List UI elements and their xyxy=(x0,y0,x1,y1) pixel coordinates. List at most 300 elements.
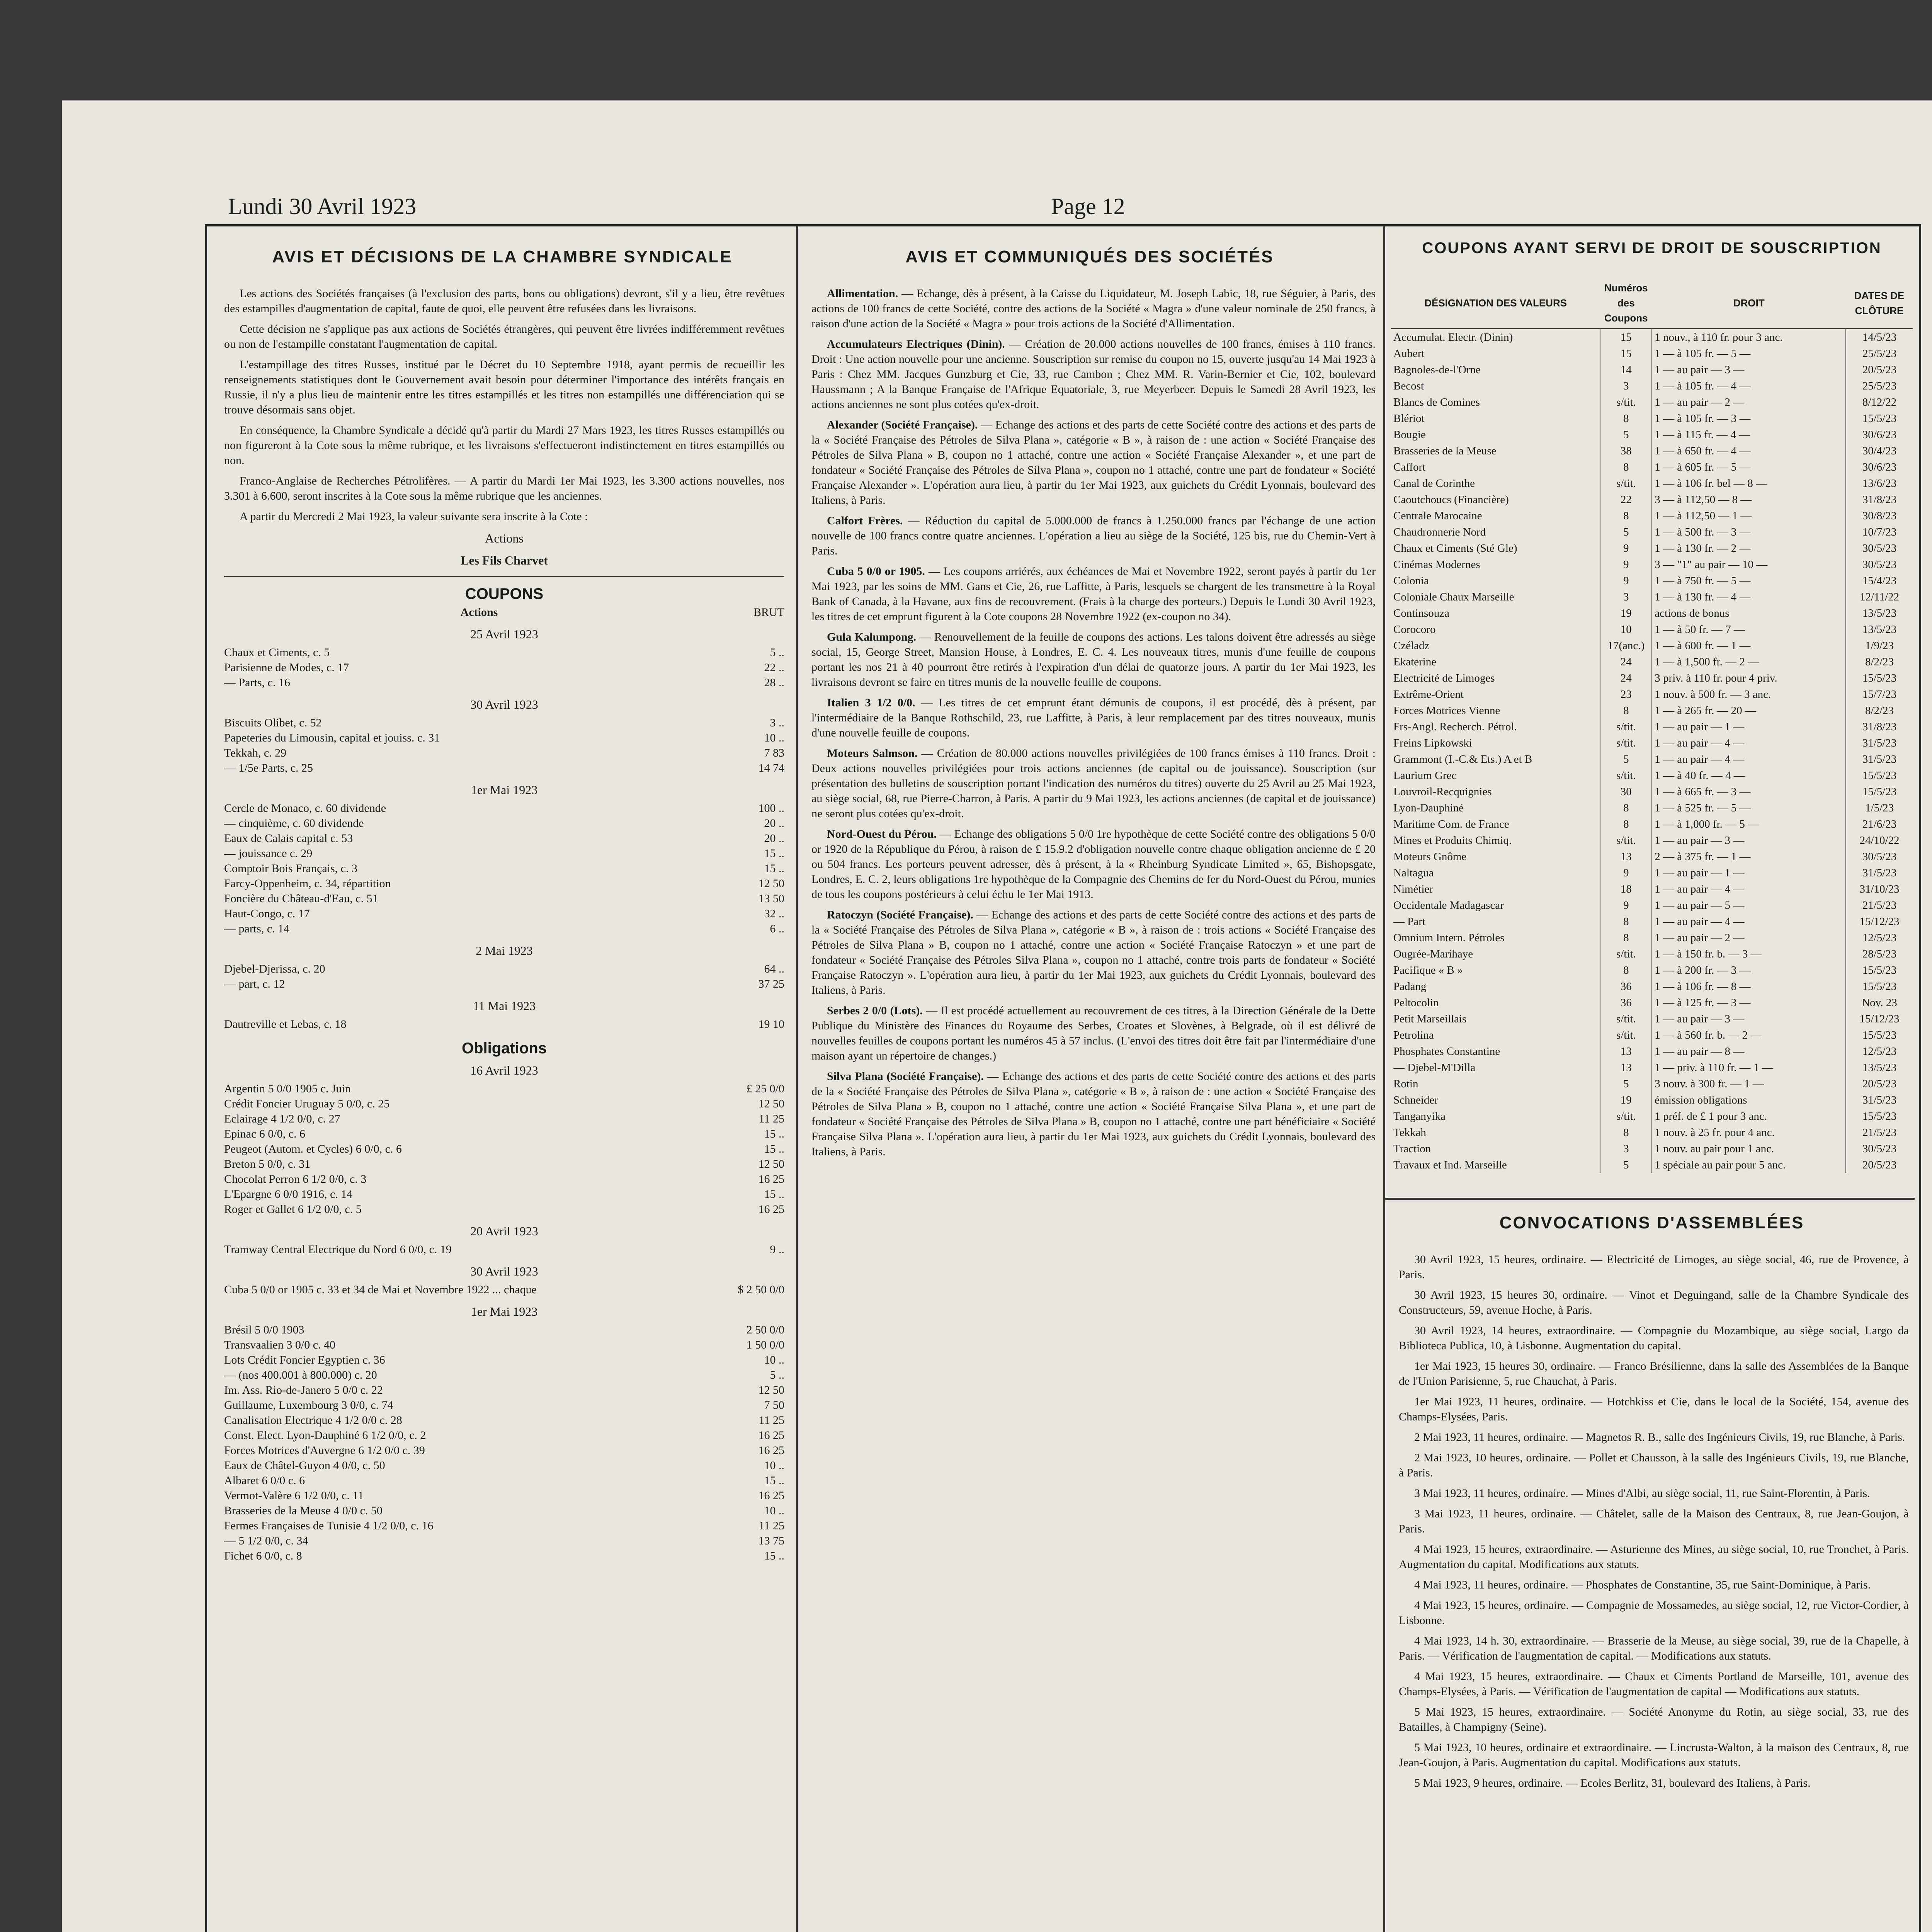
coupon-row xyxy=(224,1156,784,1172)
avis-paragraph: Les actions des Sociétés françaises (à l'exclusion des parts, bons ou obligations) devront, s'il y a lieu, être revêtues des estampilles d'augmentation de capital, faute de quoi, elle peuvent être refusées dans les livraisons. xyxy=(224,287,784,315)
cell: s/tit. xyxy=(1600,1027,1652,1043)
coupon-amount: 7 83 xyxy=(764,747,784,759)
coupon-amount: 15 .. xyxy=(764,862,784,875)
cell: 30 xyxy=(1600,784,1652,800)
divider xyxy=(224,576,784,577)
coupon-souscription-row xyxy=(1391,881,1913,897)
coupon-amount: 37 25 xyxy=(758,978,784,990)
coupon-row xyxy=(224,715,784,730)
cell: 13 xyxy=(1600,1043,1652,1060)
cell: 1 — à 50 fr. — 7 — xyxy=(1655,623,1745,636)
societe-name: Nord-Ouest du Pérou. xyxy=(827,828,937,840)
cell: 10/7/23 xyxy=(1846,524,1913,540)
coupon-amount: 16 25 xyxy=(758,1489,784,1502)
cell: Schneider xyxy=(1393,1094,1438,1106)
coupon-amount: 12 50 xyxy=(758,1158,784,1170)
coupon-amount: 5 .. xyxy=(770,646,784,659)
coupon-souscription-row xyxy=(1391,832,1913,849)
cell: 31/8/23 xyxy=(1846,719,1913,735)
brut-label: BRUT xyxy=(753,606,784,619)
coupon-name: Roger et Gallet 6 1/2 0/0, c. 5 xyxy=(224,1203,362,1216)
societe-notice xyxy=(811,827,1376,902)
cell: 21/5/23 xyxy=(1846,897,1913,913)
societe-name: Italien 3 1/2 0/0. xyxy=(827,696,915,709)
societe-notice xyxy=(811,695,1376,740)
cell: 1 — au pair — 8 — xyxy=(1655,1045,1745,1058)
cell: 8 xyxy=(1600,962,1652,978)
cell: 15/5/23 xyxy=(1846,978,1913,995)
cell: Petrolina xyxy=(1393,1029,1434,1041)
coupons-title: COUPONS xyxy=(465,585,544,602)
coupon-souscription-row xyxy=(1391,897,1913,913)
cell: 1 — à 560 fr. b. — 2 — xyxy=(1655,1029,1762,1041)
coupon-date: 1er Mai 1923 xyxy=(471,1304,538,1318)
cell: 1 — au pair — 1 — xyxy=(1655,721,1745,733)
coupon-date: 30 Avril 1923 xyxy=(470,1264,538,1278)
cell: Peltocolin xyxy=(1393,997,1439,1009)
societe-text: — Echange des actions et des parts de cette Société contre des actions et des parts de la « Société Française des Pétroles de Silva Plana », catégorie « B », à raison de : trois actions « Société Française des Pétroles de Silva Plana » B, coupon no 1 attaché, contre une action « Société Française Ratoczyn » et une part de fondateur « Société Française des Pétroles Silva Plana », coupon no 1 attaché, contre trois parts de fondateur « Société Française Ratoczyn ». L'opération aura lieu, à partir du 1er Mai 1923, aux guichets du Crédit Lyonnais, boulevard des Italiens, à Paris. xyxy=(811,908,1376,997)
convocation-item: 5 Mai 1923, 15 heures, extraordinaire. — Société Anonyme du Rotin, au siège social, 33, rue des Batailles, à Champigny (Seine). xyxy=(1399,1706,1909,1733)
coupon-name: Eaux de Châtel-Guyon 4 0/0, c. 50 xyxy=(224,1459,385,1472)
coupon-date: 2 Mai 1923 xyxy=(476,944,533,957)
cell: Petit Marseillais xyxy=(1393,1013,1467,1025)
coupon-souscription-row xyxy=(1391,345,1913,362)
cell: Blériot xyxy=(1393,412,1425,425)
cell: 8/2/23 xyxy=(1846,702,1913,719)
coupon-name: Im. Ass. Rio-de-Janero 5 0/0 c. 22 xyxy=(224,1384,383,1396)
header-date: Lundi 30 Avril 1923 xyxy=(228,194,417,219)
cell: 23 xyxy=(1600,686,1652,702)
coupon-amount: 16 25 xyxy=(758,1429,784,1442)
coupon-souscription-row xyxy=(1391,410,1913,427)
coupon-row xyxy=(224,1141,784,1156)
coupon-souscription-row xyxy=(1391,1157,1913,1173)
cell: 15/5/23 xyxy=(1846,784,1913,800)
convocation-item: 4 Mai 1923, 11 heures, ordinaire. — Phosphates de Constantine, 35, rue Saint-Dominique, à Paris. xyxy=(1414,1578,1871,1591)
avis-paragraph: En conséquence, la Chambre Syndicale a décidé qu'à partir du Mardi 27 Mars 1923, les titres Russes estampillés ou non figureront à la Cote sous la même rubrique, et les livraisons s'effectueront indistinctement en titres estampillés ou non. xyxy=(224,424,784,467)
cell: Omnium Intern. Pétroles xyxy=(1393,932,1505,944)
coupon-amount: 32 .. xyxy=(764,907,784,920)
coupon-name: Breton 5 0/0, c. 31 xyxy=(224,1158,311,1170)
cell: 1 — au pair — 3 — xyxy=(1655,1013,1745,1025)
cell: 1 — au pair — 4 — xyxy=(1655,915,1745,928)
societe-name: Serbes 2 0/0 (Lots). xyxy=(827,1004,923,1017)
coupon-row xyxy=(224,1242,784,1257)
coupon-souscription-row xyxy=(1391,767,1913,784)
coupon-row xyxy=(224,1337,784,1352)
coupons-actions-label: Actions xyxy=(460,606,498,619)
fils-charvet: Les Fils Charvet xyxy=(461,553,548,567)
cell: Caffort xyxy=(1393,461,1426,473)
coupon-row xyxy=(224,921,784,936)
cell: 1 — à 112,50 — 1 — xyxy=(1655,510,1752,522)
avis-societes-body xyxy=(811,286,1376,1932)
cell: 3 — "1" au pair — 10 — xyxy=(1655,558,1768,571)
coupon-row xyxy=(224,1383,784,1398)
cell: 13/5/23 xyxy=(1846,605,1913,621)
coupon-amount: 16 25 xyxy=(758,1173,784,1185)
cell: 1 — à 1,000 fr. — 5 — xyxy=(1655,818,1759,830)
convocation-item: 5 Mai 1923, 9 heures, ordinaire. — Ecoles Berlitz, 31, boulevard des Italiens, à Paris. xyxy=(1414,1777,1811,1789)
cell: 15/5/23 xyxy=(1846,670,1913,686)
convocation-item: 3 Mai 1923, 11 heures, ordinaire. — Mines d'Albi, au siège social, 11, rue Saint-Florentin, à Paris. xyxy=(1414,1487,1870,1500)
cell: 15/12/23 xyxy=(1846,1011,1913,1027)
coupon-row xyxy=(224,1202,784,1217)
cell: 8/12/22 xyxy=(1846,394,1913,410)
coupon-souscription-row xyxy=(1391,378,1913,394)
cell: 1 — à 600 fr. — 1 — xyxy=(1655,639,1751,652)
cell: Phosphates Constantine xyxy=(1393,1045,1500,1058)
cell: 3 xyxy=(1600,1141,1652,1157)
cell: 1 — à 150 fr. b. — 3 — xyxy=(1655,948,1762,960)
coupon-souscription-row xyxy=(1391,1141,1913,1157)
coupon-row xyxy=(224,1443,784,1458)
societe-text: — Echange, dès à présent, à la Caisse du Liquidateur, M. Joseph Labic, 18, rue Séguier, à Paris, des actions de 100 francs de cette Société, contre des actions de la Société « Magra » d'une valeur nominale de 250 francs, à raison d'une action de la Société « Magra » pour trois actions de la Société d'Allimentation. xyxy=(811,287,1376,330)
coupon-amount: 9 .. xyxy=(770,1243,784,1256)
col-header: Numéros des Coupons xyxy=(1600,278,1652,329)
convocation-item: 30 Avril 1923, 14 heures, extraordinaire. — Compagnie du Mozambique, au siège social, Largo da Biblioteca Publica, 10, à Lisbonne. Augmentation du capital. xyxy=(1399,1324,1909,1352)
coupon-souscription-row xyxy=(1391,978,1913,995)
coupon-name: Tramway Central Electrique du Nord 6 0/0, c. 19 xyxy=(224,1243,452,1256)
cell: 1/5/23 xyxy=(1846,800,1913,816)
coupon-date: 16 Avril 1923 xyxy=(470,1063,538,1077)
coupon-row xyxy=(224,831,784,846)
coupon-souscription-row xyxy=(1391,394,1913,410)
cell: 20/5/23 xyxy=(1846,1157,1913,1173)
cell: 15/7/23 xyxy=(1846,686,1913,702)
coupon-souscription-row xyxy=(1391,784,1913,800)
coupon-row xyxy=(224,1017,784,1032)
societe-name: Alexander (Société Française). xyxy=(827,418,978,431)
actions-label: Actions xyxy=(485,531,524,545)
convocations-body xyxy=(1399,1252,1909,1932)
coupon-souscription-row xyxy=(1391,719,1913,735)
coupon-name: — Parts, c. 16 xyxy=(224,676,290,689)
coupon-name: Biscuits Olibet, c. 52 xyxy=(224,716,322,729)
coupon-name: Parisienne de Modes, c. 17 xyxy=(224,661,349,674)
coupons-actions-list xyxy=(224,627,784,1032)
coupon-souscription-row xyxy=(1391,443,1913,459)
coupon-souscription-row xyxy=(1391,329,1913,346)
coupon-name: — part, c. 12 xyxy=(224,978,285,990)
coupon-souscription-row xyxy=(1391,1124,1913,1141)
cell: 12/5/23 xyxy=(1846,930,1913,946)
header-page-number: Page 12 xyxy=(1051,194,1125,219)
coupon-souscription-row xyxy=(1391,654,1913,670)
cell: 31/5/23 xyxy=(1846,865,1913,881)
coupon-name: Chaux et Ciments, c. 5 xyxy=(224,646,330,659)
coupon-souscription-row xyxy=(1391,849,1913,865)
coupon-souscription-row xyxy=(1391,573,1913,589)
cell: 1 — au pair — 3 — xyxy=(1655,364,1745,376)
coupon-amount: 7 50 xyxy=(764,1399,784,1412)
societe-notice xyxy=(811,907,1376,998)
coupon-amount: 28 .. xyxy=(764,676,784,689)
coupon-amount: 22 .. xyxy=(764,661,784,674)
cell: 30/8/23 xyxy=(1846,508,1913,524)
cell: Occidentale Madagascar xyxy=(1393,899,1504,912)
cell: 1 — à 106 fr. bel — 8 — xyxy=(1655,477,1767,490)
cell: s/tit. xyxy=(1600,719,1652,735)
societe-text: — Création de 80.000 actions nouvelles privilégiées de 100 francs émises à 110 francs. Droit : Deux actions nouvelles privilégiées pour trois actions anciennes (de capital ou de jouissance). Souscription (sur présentation des bulletins de souscription portant l'indication des numéros du titres) ouverte du 25 Avril au 25 Mai 1923, au siège social, 68, rue Pierre-Charron, à Paris. A partir du 9 Mai 1923, les actions anciennes (de capital et de jouissance) ne seront plus cotées qu'ex-droit. xyxy=(811,747,1376,820)
avis-paragraph: Franco-Anglaise de Recherches Pétrolifères. — A partir du Mardi 1er Mai 1923, les 3.300 actions nouvelles, nos 3.301 à 6.600, seront inscrites à la Cote sous la même rubrique que les anciennes. xyxy=(224,474,784,502)
cell: — Djebel-M'Dilla xyxy=(1393,1061,1476,1074)
cell: 1 — priv. à 110 fr. — 1 — xyxy=(1655,1061,1773,1074)
cell: Padang xyxy=(1393,980,1427,993)
cell: 30/6/23 xyxy=(1846,427,1913,443)
obligations-label: Obligations xyxy=(462,1040,547,1057)
col-header: DATES DE CLÔTURE xyxy=(1846,278,1913,329)
coupon-date: 11 Mai 1923 xyxy=(473,999,536,1013)
coupon-name: Cercle de Monaco, c. 60 dividende xyxy=(224,802,386,815)
coupon-row xyxy=(224,1096,784,1111)
societe-name: Accumulateurs Electriques (Dinin). xyxy=(827,338,1005,350)
avis-paragraph: Cette décision ne s'applique pas aux actions de Sociétés étrangères, qui peuvent être livrées indifféremment revêtues ou non de l'estampille constatant l'augmentation de capital. xyxy=(224,323,784,350)
coupon-name: L'Epargne 6 0/0 1916, c. 14 xyxy=(224,1188,353,1201)
cell: 38 xyxy=(1600,443,1652,459)
cell: 3 priv. à 110 fr. pour 4 priv. xyxy=(1655,672,1777,684)
coupon-amount: 6 .. xyxy=(770,922,784,935)
societe-notice xyxy=(811,564,1376,624)
avis-chambre-body xyxy=(224,286,784,1932)
coupon-name: Epinac 6 0/0, c. 6 xyxy=(224,1128,305,1140)
societe-name: Cuba 5 0/0 or 1905. xyxy=(827,565,925,578)
societe-text: — Réduction du capital de 5.000.000 de francs à 1.250.000 francs par l'échange de une action nouvelle de 100 francs contre quatre anciennes. L'opération a lieu au siège de la Société, 125 bis, rue du Chemin-Vert à Paris. xyxy=(811,514,1376,557)
cell: 1 — à 105 fr. — 3 — xyxy=(1655,412,1751,425)
cell: Colonia xyxy=(1393,575,1429,587)
coupon-row xyxy=(224,1111,784,1126)
cell: 19 xyxy=(1600,1092,1652,1108)
cell: 13/5/23 xyxy=(1846,1060,1913,1076)
cell: Grammont (I.-C.& Ets.) A et B xyxy=(1393,753,1532,765)
cell: 9 xyxy=(1600,540,1652,556)
cell: 9 xyxy=(1600,573,1652,589)
coupon-row xyxy=(224,675,784,690)
coupon-row xyxy=(224,846,784,861)
cell: 1 — au pair — 2 — xyxy=(1655,932,1745,944)
cell: 36 xyxy=(1600,978,1652,995)
coupons-souscription-table-wrap xyxy=(1391,278,1913,1198)
cell: 10 xyxy=(1600,621,1652,638)
cell: Frs-Angl. Recherch. Pétrol. xyxy=(1393,721,1517,733)
cell: 1 — à 40 fr. — 4 — xyxy=(1655,769,1745,782)
coupon-row xyxy=(224,1428,784,1443)
cell: 1 nouv. à 500 fr. — 3 anc. xyxy=(1655,688,1771,701)
coupon-row xyxy=(224,1126,784,1141)
cell: 21/6/23 xyxy=(1846,816,1913,832)
cell: Accumulat. Electr. (Dinin) xyxy=(1393,331,1513,344)
cell: 8 xyxy=(1600,459,1652,475)
coupon-amount: 10 .. xyxy=(764,1459,784,1472)
cell: 1 — au pair — 4 — xyxy=(1655,753,1745,765)
coupon-souscription-row xyxy=(1391,1076,1913,1092)
coupon-amount: 11 25 xyxy=(759,1112,784,1125)
coupon-amount: 20 .. xyxy=(764,832,784,845)
cell: 12/5/23 xyxy=(1846,1043,1913,1060)
cell: 1 — à 665 fr. — 3 — xyxy=(1655,786,1751,798)
cell: 17(anc.) xyxy=(1600,638,1652,654)
coupon-name: Tekkah, c. 29 xyxy=(224,747,287,759)
coupon-row xyxy=(224,1548,784,1563)
coupon-souscription-row xyxy=(1391,427,1913,443)
cell: Coloniale Chaux Marseille xyxy=(1393,591,1514,603)
cell: 1 — à 500 fr. — 3 — xyxy=(1655,526,1751,538)
cell: Lyon-Dauphiné xyxy=(1393,802,1464,814)
cell: Laurium Grec xyxy=(1393,769,1457,782)
coupon-souscription-row xyxy=(1391,995,1913,1011)
coupon-name: Vermot-Valère 6 1/2 0/0, c. 11 xyxy=(224,1489,364,1502)
societe-text: — Echange des obligations 5 0/0 1re hypothèque de cette Société contre des obligations 5 0/0 or 1920 de la République du Pérou, à raison de £ 15.9.2 d'obligation nouvelle contre chaque obligation ancienne de £ 20 ou 504 francs. Les porteurs peuvent adresser, dès à présent, à la « Rheinburg Syndicate Limited », 65, Bishopsgate, Londres, E. C. 2, leurs obligations 1re hypothèque de la Compagnie des Chemins de fer du Nord-Ouest du Pérou, munies de tous les coupons postérieurs à celui échu le 1er Mai 1913. xyxy=(811,828,1376,901)
cell: 1 — au pair — 4 — xyxy=(1655,883,1745,895)
cell: 5 xyxy=(1600,524,1652,540)
coupon-row xyxy=(224,801,784,816)
cell: 13 xyxy=(1600,1060,1652,1076)
cell: 30/4/23 xyxy=(1846,443,1913,459)
cell: 1 — à 106 fr. — 8 — xyxy=(1655,980,1751,993)
coupon-name: — 5 1/2 0/0, c. 34 xyxy=(224,1534,308,1547)
coupon-row xyxy=(224,906,784,921)
coupon-souscription-row xyxy=(1391,865,1913,881)
coupon-row xyxy=(224,861,784,876)
coupon-amount: 12 50 xyxy=(758,877,784,890)
coupon-souscription-row xyxy=(1391,1043,1913,1060)
coupon-date: 25 Avril 1923 xyxy=(470,627,538,641)
coupon-name: — cinquième, c. 60 dividende xyxy=(224,817,364,830)
coupon-name: Dautreville et Lebas, c. 18 xyxy=(224,1018,347,1031)
cell: Becost xyxy=(1393,380,1424,392)
cell: 15/5/23 xyxy=(1846,767,1913,784)
cell: 20/5/23 xyxy=(1846,362,1913,378)
coupon-name: — (nos 400.001 à 800.000) c. 20 xyxy=(224,1369,377,1381)
coupon-amount: 13 50 xyxy=(758,892,784,905)
coupon-row xyxy=(224,961,784,976)
cell: 14 xyxy=(1600,362,1652,378)
cell: Moteurs Gnôme xyxy=(1393,850,1467,863)
coupon-amount: 64 .. xyxy=(764,963,784,975)
cell: 24 xyxy=(1600,670,1652,686)
coupon-souscription-row xyxy=(1391,962,1913,978)
coupon-souscription-row xyxy=(1391,556,1913,573)
coupon-row xyxy=(224,760,784,776)
coupon-name: — 1/5e Parts, c. 25 xyxy=(224,762,313,774)
coupon-row xyxy=(224,730,784,745)
cell: 15 xyxy=(1600,345,1652,362)
societe-notice xyxy=(811,629,1376,690)
coupon-amount: $ 2 50 0/0 xyxy=(738,1283,784,1296)
societe-name: Calfort Frères. xyxy=(827,514,903,527)
cell: 1 — au pair — 2 — xyxy=(1655,396,1745,408)
societe-notice xyxy=(811,513,1376,558)
coupon-row xyxy=(224,1352,784,1367)
coupon-name: Canalisation Electrique 4 1/2 0/0 c. 28 xyxy=(224,1414,402,1427)
cell: 9 xyxy=(1600,897,1652,913)
coupon-amount: 10 .. xyxy=(764,1354,784,1366)
cell: 3 xyxy=(1600,378,1652,394)
cell: émission obligations xyxy=(1655,1094,1747,1106)
coupon-name: Eaux de Calais capital c. 53 xyxy=(224,832,353,845)
coupons-souscription-title: COUPONS AYANT SERVI DE DROIT DE SOUSCRIPTION xyxy=(1422,240,1882,257)
cell: 1 — au pair — 5 — xyxy=(1655,899,1745,912)
coupon-souscription-row xyxy=(1391,913,1913,930)
cell: 1 — à 1,500 fr. — 2 — xyxy=(1655,656,1759,668)
coupon-row xyxy=(224,1518,784,1533)
cell: 15/5/23 xyxy=(1846,1108,1913,1124)
coupon-souscription-row xyxy=(1391,735,1913,751)
coupon-row xyxy=(224,1367,784,1383)
cell: s/tit. xyxy=(1600,946,1652,962)
coupon-souscription-row xyxy=(1391,362,1913,378)
cell: Chaudronnerie Nord xyxy=(1393,526,1486,538)
coupon-souscription-row xyxy=(1391,589,1913,605)
cell: 1 — à 105 fr. — 5 — xyxy=(1655,347,1751,360)
cell: 3 — à 112,50 — 8 — xyxy=(1655,493,1752,506)
coupon-name: Guillaume, Luxembourg 3 0/0, c. 74 xyxy=(224,1399,393,1412)
coupon-amount: 15 .. xyxy=(764,1143,784,1155)
cell: Cinémas Modernes xyxy=(1393,558,1480,571)
cell: 19 xyxy=(1600,605,1652,621)
coupon-souscription-row xyxy=(1391,459,1913,475)
cell: 30/5/23 xyxy=(1846,540,1913,556)
divider xyxy=(1385,1198,1915,1200)
cell: s/tit. xyxy=(1600,735,1652,751)
cell: Czéladz xyxy=(1393,639,1430,652)
coupon-amount: 19 10 xyxy=(758,1018,784,1031)
cell: Bougie xyxy=(1393,429,1426,441)
cell: Nov. 23 xyxy=(1846,995,1913,1011)
cell: 1 — au pair — 1 — xyxy=(1655,867,1745,879)
cell: s/tit. xyxy=(1600,475,1652,492)
coupon-amount: 2 50 0/0 xyxy=(746,1323,784,1336)
coupon-souscription-row xyxy=(1391,524,1913,540)
cell: Centrale Marocaine xyxy=(1393,510,1482,522)
coupon-amount: 3 .. xyxy=(770,716,784,729)
cell: 22 xyxy=(1600,492,1652,508)
cell: 8 xyxy=(1600,930,1652,946)
cell: 30/5/23 xyxy=(1846,849,1913,865)
coupon-souscription-row xyxy=(1391,1011,1913,1027)
cell: 8 xyxy=(1600,913,1652,930)
cell: 5 xyxy=(1600,751,1652,767)
coupon-amount: 15 .. xyxy=(764,1188,784,1201)
cell: 31/5/23 xyxy=(1846,735,1913,751)
convocation-item: 4 Mai 1923, 15 heures, ordinaire. — Compagnie de Mossamedes, au siège social, 12, rue Victor-Cordier, à Lisbonne. xyxy=(1399,1599,1909,1627)
cell: 1 — à 750 fr. — 5 — xyxy=(1655,575,1751,587)
cell: 18 xyxy=(1600,881,1652,897)
coupon-souscription-row xyxy=(1391,605,1913,621)
cell: s/tit. xyxy=(1600,1108,1652,1124)
coupon-row xyxy=(224,1322,784,1337)
cell: Canal de Corinthe xyxy=(1393,477,1475,490)
cell: 8 xyxy=(1600,816,1652,832)
coupon-row xyxy=(224,876,784,891)
coupon-amount: 11 25 xyxy=(759,1519,784,1532)
column-rule-2 xyxy=(1383,226,1385,1932)
cell: 14/5/23 xyxy=(1846,329,1913,346)
cell: Brasseries de la Meuse xyxy=(1393,445,1497,457)
coupon-name: Cuba 5 0/0 or 1905 c. 33 et 34 de Mai et Novembre 1922 ... chaque xyxy=(224,1283,537,1296)
col-header: DÉSIGNATION DES VALEURS xyxy=(1391,278,1600,329)
coupon-name: Farcy-Oppenheim, c. 34, répartition xyxy=(224,877,391,890)
coupon-row xyxy=(224,1282,784,1297)
coupon-row xyxy=(224,1533,784,1548)
societe-name: Ratoczyn (Société Française). xyxy=(827,908,974,921)
cell: Tanganyika xyxy=(1393,1110,1446,1122)
cell: Continsouza xyxy=(1393,607,1449,619)
coupon-name: Comptoir Bois Français, c. 3 xyxy=(224,862,357,875)
coupon-name: Haut-Congo, c. 17 xyxy=(224,907,310,920)
coupon-souscription-row xyxy=(1391,540,1913,556)
cell: Nimétier xyxy=(1393,883,1434,895)
